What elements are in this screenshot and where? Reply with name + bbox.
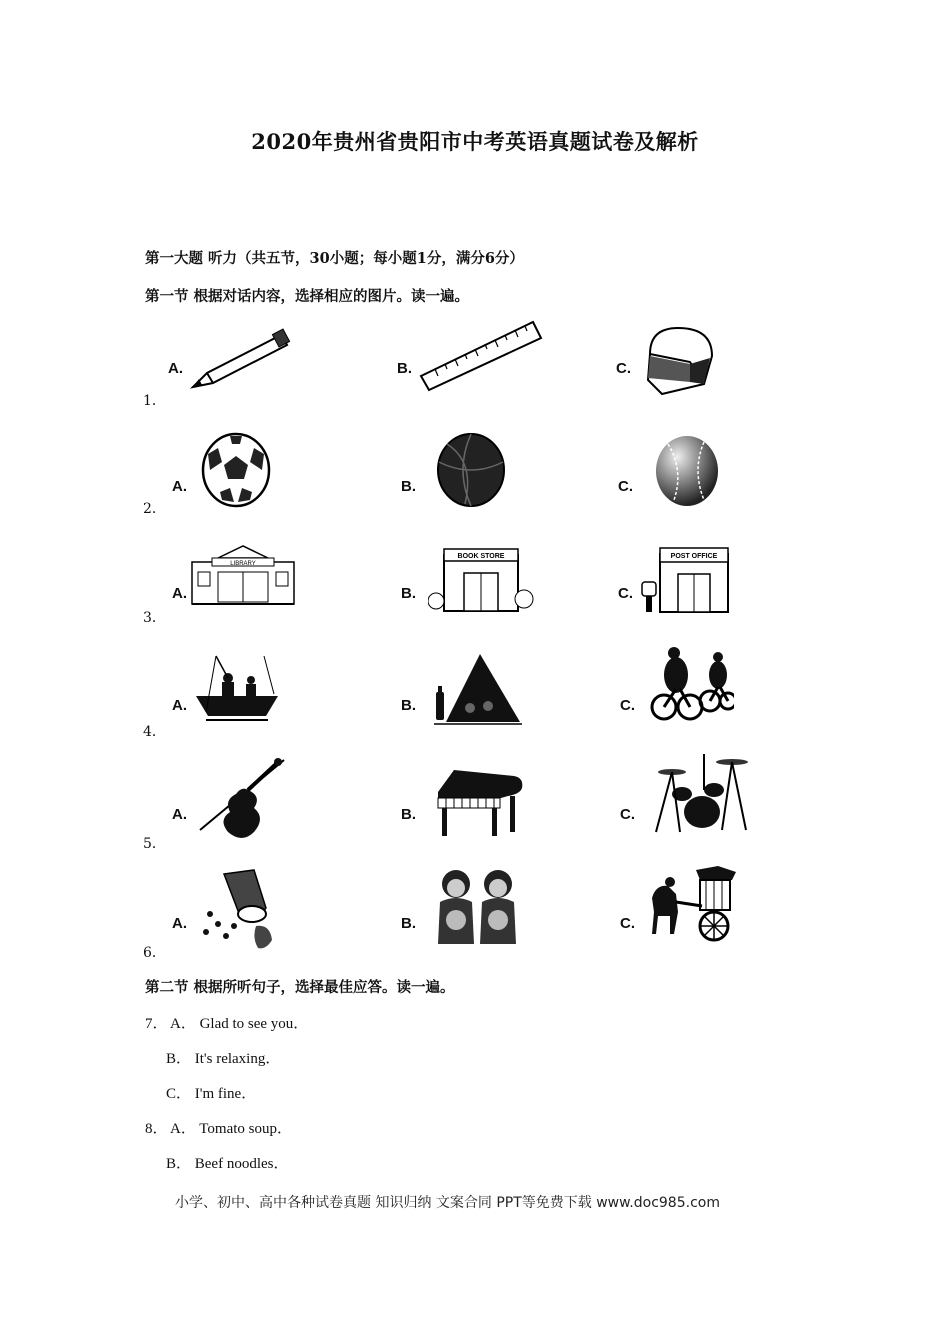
option-c: C. (618, 585, 633, 602)
camping-tent-icon (430, 650, 524, 726)
fishing-boat-icon (192, 652, 282, 724)
soccer-ball-icon (200, 432, 272, 508)
question-number: 6． (143, 945, 166, 961)
option-a: A. (172, 478, 187, 495)
question-number: 2． (143, 501, 166, 517)
q8-option-b: B． Beef noodles． (166, 1156, 289, 1172)
q7-option-b: B． It's relaxing． (166, 1051, 281, 1067)
footer-text: 小学、初中、高中各种试卷真题 知识归纳 文案合同 PPT等免费下载 www.doc985.com (175, 1195, 720, 1211)
option-c: C. (616, 360, 631, 377)
q7-option-a: A． Glad to see you． (170, 1016, 309, 1032)
option-b: B. (397, 360, 412, 377)
question-number: 8． (145, 1121, 168, 1137)
option-b: B. (401, 697, 416, 714)
post-office-sign: POST OFFICE (670, 553, 718, 560)
piano-icon (434, 762, 524, 838)
book-store-sign: BOOK STORE (457, 553, 505, 560)
option-b: B. (401, 478, 416, 495)
ruler-icon (415, 318, 545, 393)
section2-heading: 第二节 根据所听句子，选择最佳应答。读一遍。 (145, 979, 455, 996)
horse-carriage-icon (646, 862, 738, 944)
question-number: 4． (143, 724, 166, 740)
option-c: C. (620, 697, 635, 714)
eraser-icon (642, 322, 717, 400)
library-icon (188, 542, 298, 606)
library-sign: LIBRARY (230, 561, 256, 567)
question-number: 7． (145, 1016, 168, 1032)
clay-dolls-icon (432, 866, 524, 950)
option-a: A. (172, 585, 187, 602)
drums-icon (652, 750, 750, 834)
violin-icon (196, 756, 290, 842)
option-b: B. (401, 806, 416, 823)
part1-heading: 第一大题 听力（共五节，30小题；每小题1分，满分6分） (145, 250, 524, 267)
cycling-icon (650, 645, 734, 729)
option-c: C. (618, 478, 633, 495)
page-title: 2020年贵州省贵阳市中考英语真题试卷及解析 (251, 129, 699, 154)
question-number: 3． (143, 610, 166, 626)
option-a: A. (172, 915, 187, 932)
question-number: 1． (143, 393, 166, 409)
option-c: C. (620, 915, 635, 932)
book-store-icon (428, 545, 534, 613)
baseball-icon (654, 434, 720, 508)
pencil-icon (185, 325, 295, 395)
question-number: 5． (143, 836, 166, 852)
option-b: B. (401, 915, 416, 932)
basketball-icon (435, 432, 507, 508)
section1-heading: 第一节 根据对话内容，选择相应的图片。读一遍。 (145, 288, 470, 305)
q8-option-a: A． Tomato soup． (170, 1121, 293, 1137)
spilled-cup-icon (200, 866, 282, 952)
option-a: A. (172, 697, 187, 714)
option-a: A. (168, 360, 183, 377)
option-a: A. (172, 806, 187, 823)
q7-option-c: C． I'm fine． (166, 1086, 257, 1102)
option-b: B. (401, 585, 416, 602)
post-office-icon (636, 544, 732, 614)
option-c: C. (620, 806, 635, 823)
